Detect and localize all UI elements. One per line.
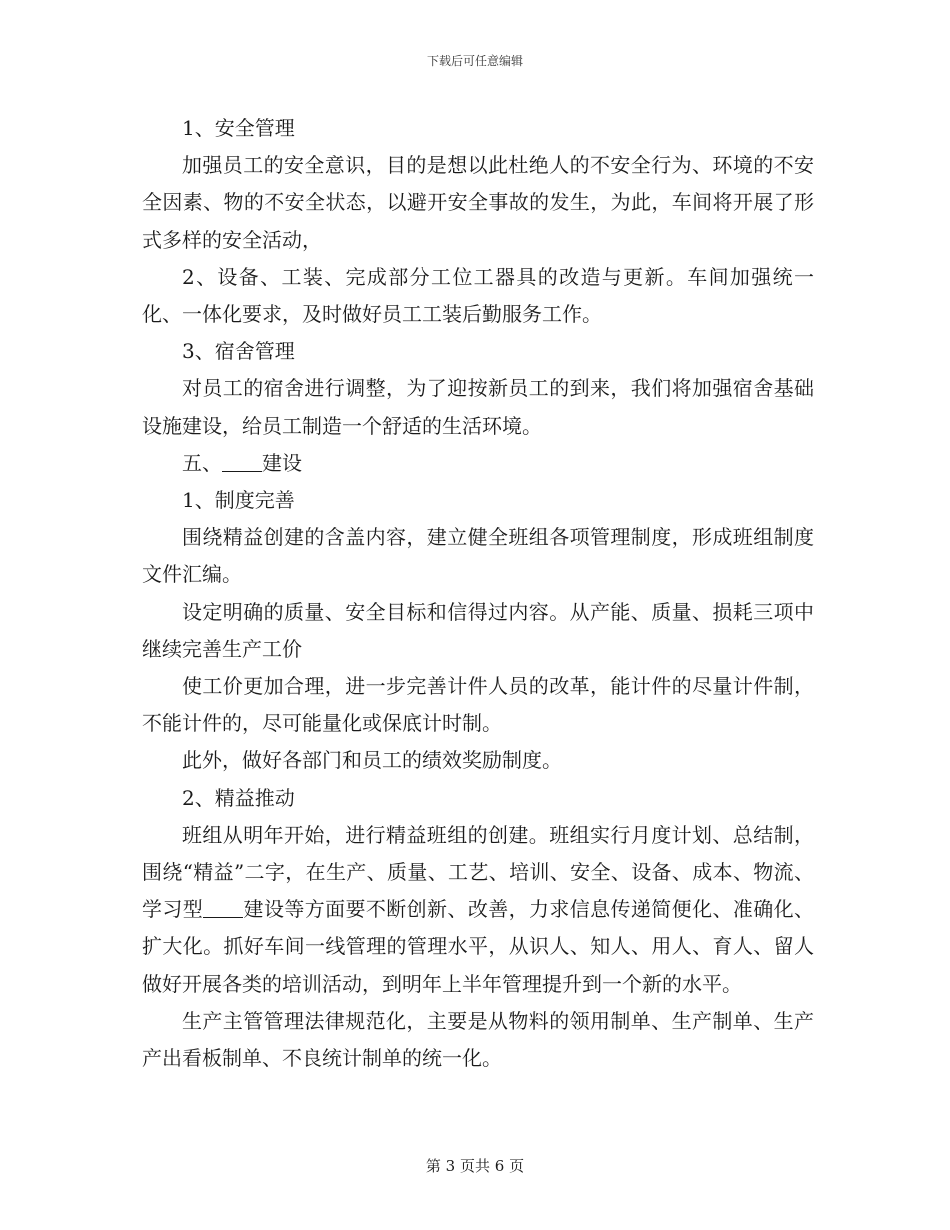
paragraph-wages: 使工价更加合理，进一步完善计件人员的改革，能计件的尽量计件制，不能计件的，尽可能量化或保底计时制。: [142, 674, 814, 736]
paragraph-lean: [142, 817, 814, 1003]
section-heading-five: [142, 445, 814, 482]
paragraph-lean-part1: 班组从明年开始，进行精益班组的创建。班组实行月度计划、总结制，围绕“精益”二字，在生产、质量、工艺、培训、安全、设备、成本、物流、学习型: [142, 822, 814, 922]
document-body: [142, 110, 814, 1077]
page-header: 下载后可任意编辑: [426, 54, 523, 68]
page-footer: 第 3 页共 6 页: [425, 1157, 525, 1175]
blank-underline: [222, 453, 262, 472]
paragraph-dormitory: 对员工的宿舍进行调整，为了迎按新员工的到来，我们将加强宿舍基础设施建设，给员工制造一个舒适的生活环境。: [142, 376, 814, 438]
paragraph-rewards: 此外，做好各部门和员工的绩效奖励制度。: [182, 748, 562, 773]
paragraph-production: 生产主管管理法律规范化，主要是从物料的领用制单、生产制单、生产产出看板制单、不良统计制单的统一化。: [142, 1008, 814, 1071]
paragraph-equipment: 2、设备、工装、完成部分工位工器具的改造与更新。车间加强统一化、一体化要求，及时做好员工工装后勤服务工作。: [142, 264, 814, 327]
section-heading-system: 1、制度完善: [182, 488, 295, 513]
section-heading-lean: 2、精益推动: [182, 785, 295, 810]
paragraph-lean-part2: 建设等方面要不断创新、改善，力求信息传递简便化、准确化、扩大化。抓好车间一线管理的管理水平，从识人、知人、用人、育人、留人做好开展各类的培训活动，到明年上半年管理提升到一个新的水平。: [142, 897, 815, 996]
paragraph-safety: 加强员工的安全意识，目的是想以此杜绝人的不安全行为、环境的不安全因素、物的不安全状态，以避开安全事故的发生，为此，车间将开展了形式多样的安全活动，: [142, 153, 814, 252]
section-number: 五、: [182, 450, 222, 475]
blank-underline: [203, 899, 243, 918]
paragraph-targets: 设定明确的质量、安全目标和信得过内容。从产能、质量、损耗三项中继续完善生产工价: [142, 599, 814, 661]
section-heading-dormitory: 3、宿舍管理: [182, 339, 295, 364]
section-title-suffix: 建设: [262, 450, 302, 475]
section-heading-safety: 1、安全管理: [182, 116, 295, 140]
paragraph-system: 围绕精益创建的含盖内容，建立健全班组各项管理制度，形成班组制度文件汇编。: [142, 525, 814, 587]
